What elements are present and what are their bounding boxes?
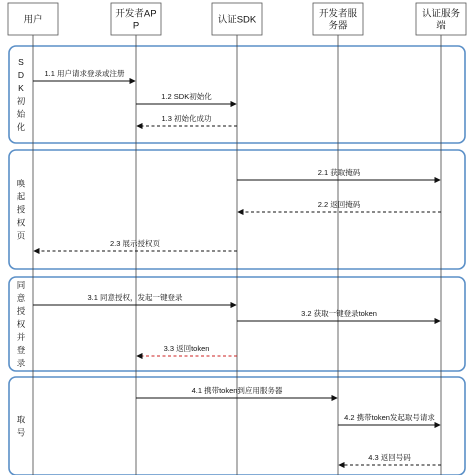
message-label: 3.3 返回token [163,344,210,353]
participant-header [416,3,466,35]
phase-label: 同意授权并登录 [16,280,26,368]
participant-label: 开发者服务器 [318,8,358,32]
message-label: 2.2 返回掩码 [317,200,361,209]
message-label: 4.3 返回号码 [368,453,411,462]
message-label: 1.3 初始化成功 [161,114,212,123]
message-label: 1.1 用户请求登录或注册 [44,69,125,78]
message-label: 4.2 携带token发起取号请求 [344,413,435,422]
participant-header [111,3,161,35]
phase-label: 取号 [16,414,26,438]
participant-label: 开发者AP P [115,8,157,32]
message-label: 2.3 展示授权页 [109,239,161,248]
phase-label: S D K 初始化 [16,57,26,132]
message-label: 3.1 同意授权，发起一键登录 [87,293,183,302]
message-label: 1.2 SDK初始化 [161,92,212,101]
participant-label: 认证服务端 [421,8,461,32]
participant-header [8,3,58,35]
participant-label: 认证SDK [217,14,257,26]
participant-header [313,3,363,35]
participant-header [212,3,262,35]
message-label: 3.2 获取一键登录token [301,309,377,318]
message-label: 4.1 携带token到应用服务器 [191,386,283,395]
phase-label: 唤起授权页 [16,178,26,241]
participant-label: 用户 [23,14,43,26]
message-label: 2.1 获取掩码 [317,168,361,177]
